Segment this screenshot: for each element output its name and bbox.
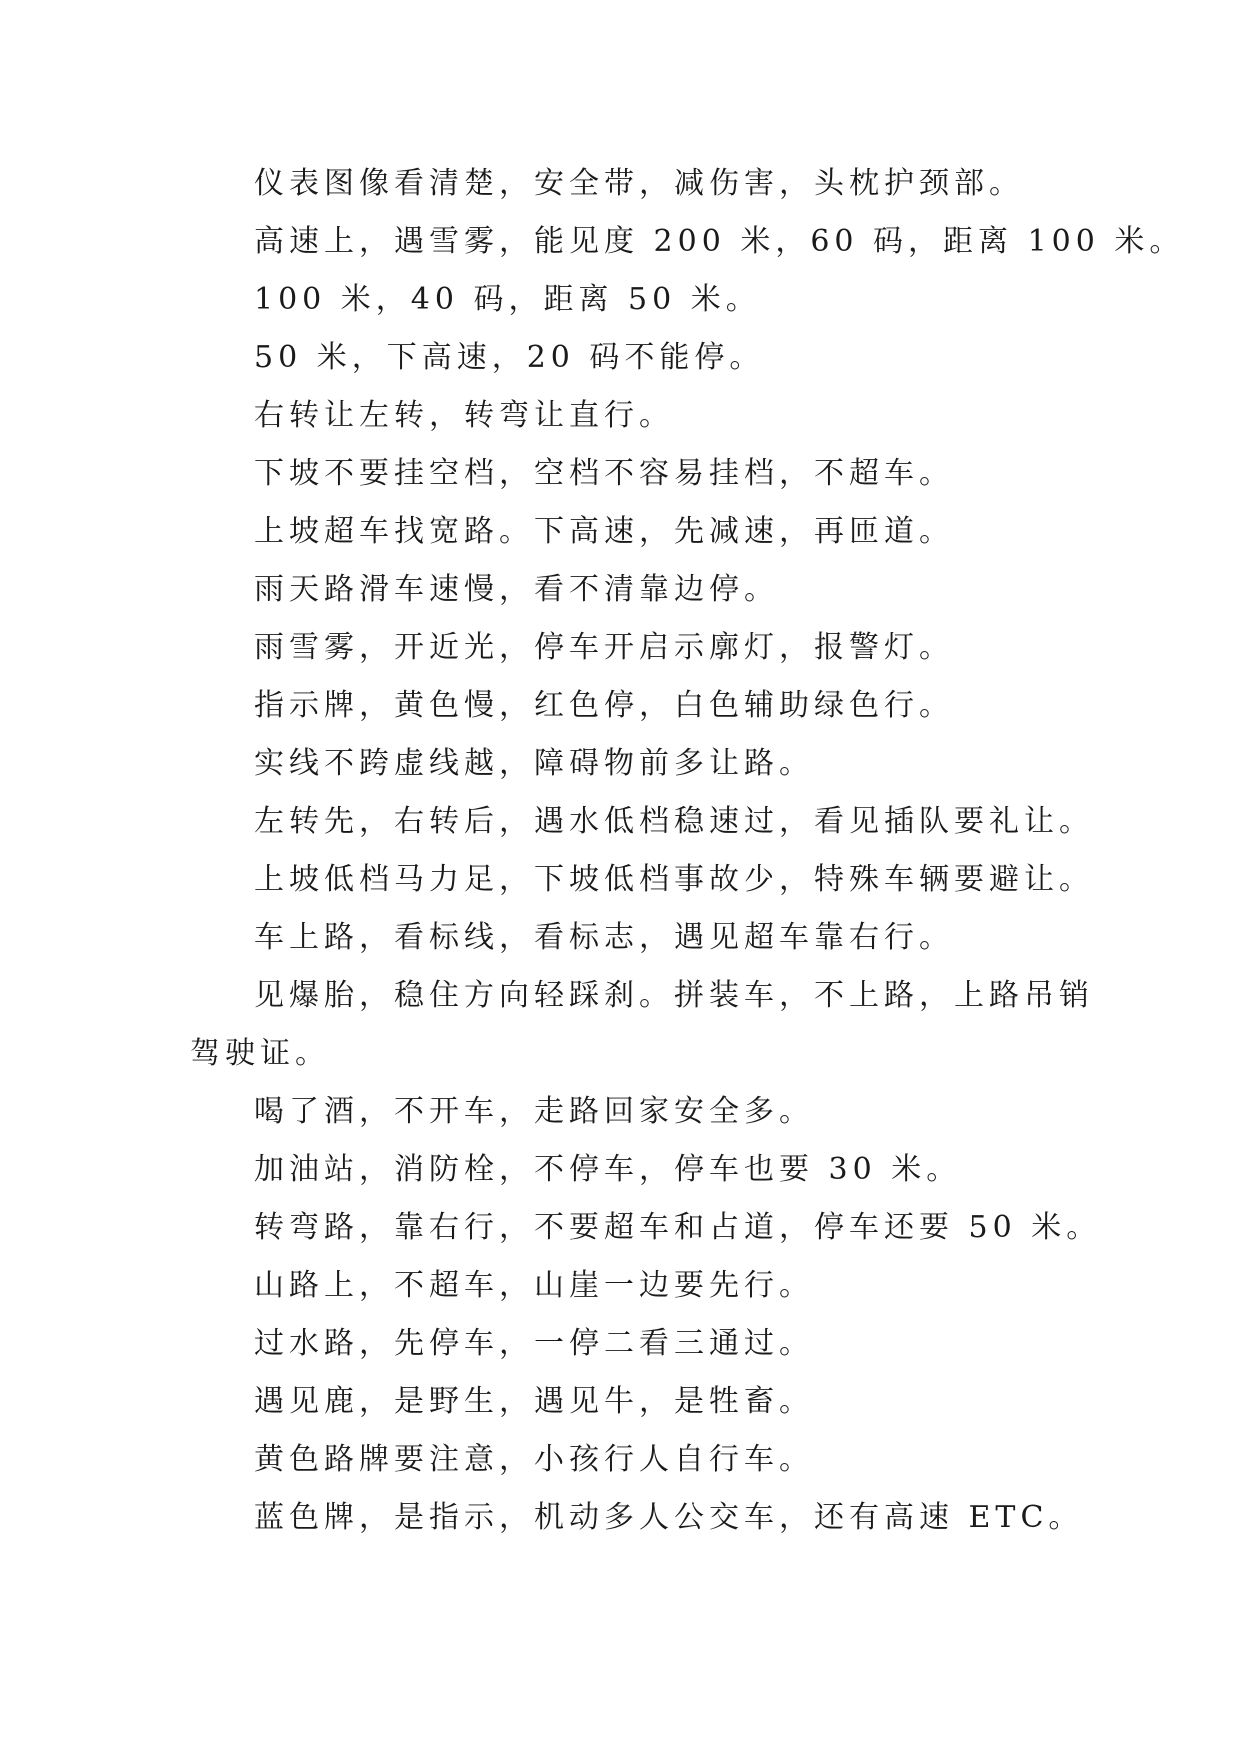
text-line: 过水路，先停车，一停二看三通过。 [254,1326,814,1361]
text-line: 雨雪雾，开近光，停车开启示廓灯，报警灯。 [254,630,954,665]
text-line: 山路上，不超车，山崖一边要先行。 [254,1268,814,1303]
text-line-continuation: 驾驶证。 [190,1036,330,1071]
text-line: 左转先，右转后，遇水低档稳速过，看见插队要礼让。 [254,804,1094,839]
text-line: 蓝色牌，是指示，机动多人公交车，还有高速 ETC。 [254,1500,1084,1535]
text-line: 加油站，消防栓，不停车，停车也要 30 米。 [254,1152,962,1187]
text-line: 仪表图像看清楚，安全带，减伤害，头枕护颈部。 [254,166,1024,201]
text-line: 雨天路滑车速慢，看不清靠边停。 [254,572,779,607]
document-body [190,155,1185,1547]
text-line: 上坡超车找宽路。下高速，先减速，再匝道。 [254,514,954,549]
text-line: 黄色路牌要注意，小孩行人自行车。 [254,1442,814,1477]
text-line: 右转让左转，转弯让直行。 [254,398,674,433]
text-line: 高速上，遇雪雾，能见度 200 米，60 码，距离 100 米。 [254,224,1185,259]
text-line: 见爆胎，稳住方向轻踩刹。拼装车，不上路，上路吊销 [254,978,1094,1013]
text-line: 下坡不要挂空档，空档不容易挂档，不超车。 [254,456,954,491]
text-line: 遇见鹿，是野生，遇见牛，是牲畜。 [254,1384,814,1419]
text-line: 转弯路，靠右行，不要超车和占道，停车还要 50 米。 [254,1210,1102,1245]
text-line: 100 米，40 码，距离 50 米。 [254,282,761,317]
text-line: 喝了酒，不开车，走路回家安全多。 [254,1094,814,1129]
text-line: 50 米，下高速，20 码不能停。 [254,340,765,375]
text-line: 车上路，看标线，看标志，遇见超车靠右行。 [254,920,954,955]
text-line: 指示牌，黄色慢，红色停，白色辅助绿色行。 [254,688,954,723]
text-line: 上坡低档马力足，下坡低档事故少，特殊车辆要避让。 [254,862,1094,897]
text-line: 实线不跨虚线越，障碍物前多让路。 [254,746,814,781]
